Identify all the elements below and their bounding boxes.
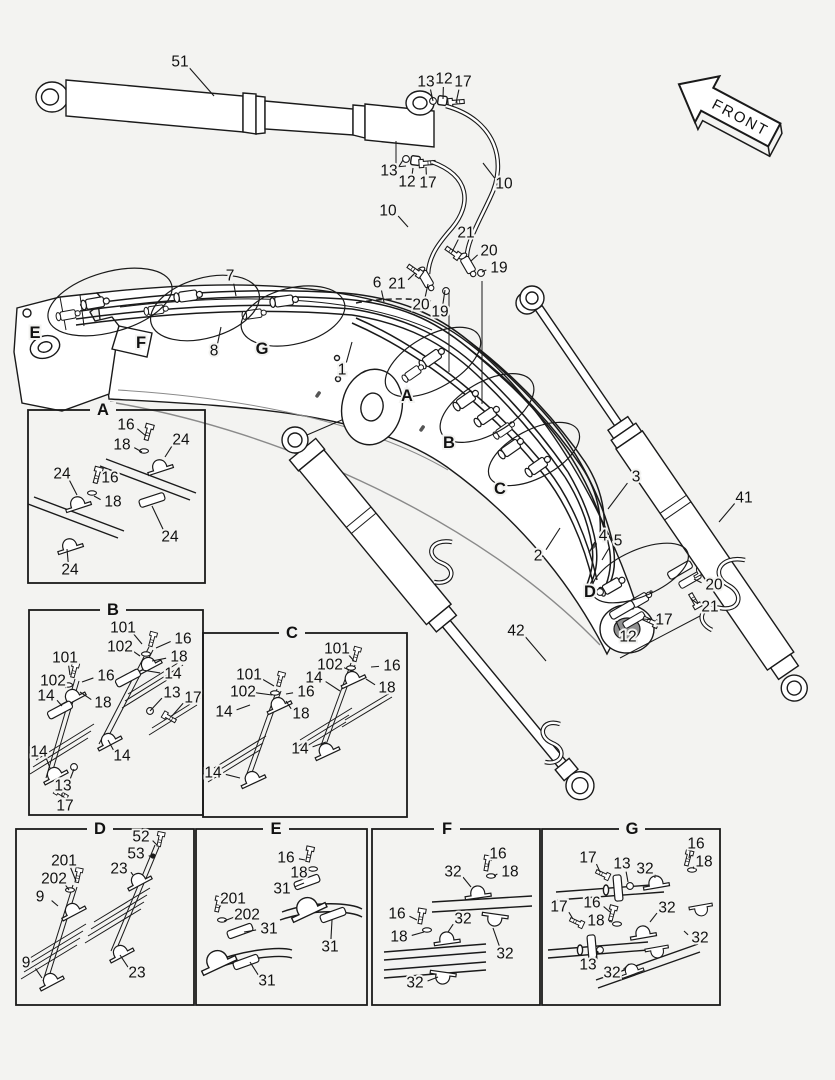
callout-18: 18	[170, 648, 188, 666]
leader-line	[398, 216, 408, 227]
callout-42: 42	[507, 622, 525, 640]
callout-32: 32	[496, 945, 514, 963]
callout-21: 21	[701, 598, 719, 616]
callout-202: 202	[234, 906, 260, 924]
callout-20: 20	[412, 296, 430, 314]
callout-20: 20	[480, 242, 498, 260]
callout-G: G	[255, 340, 269, 358]
leader-line	[70, 481, 77, 495]
leader-line	[331, 920, 332, 939]
callout-101: 101	[52, 649, 78, 667]
callout-7: 7	[225, 267, 235, 285]
callout-B: B	[443, 434, 455, 452]
callout-102: 102	[317, 656, 343, 674]
leader-line	[525, 637, 546, 661]
leader-line	[483, 163, 495, 178]
callout-16: 16	[277, 849, 295, 867]
leader-line	[299, 859, 305, 860]
leader-line	[408, 273, 415, 280]
callout-16: 16	[297, 683, 315, 701]
callout-101: 101	[110, 619, 136, 637]
leader-line	[643, 619, 651, 620]
callout-19: 19	[431, 303, 449, 321]
leader-line	[448, 924, 453, 932]
leader-line	[35, 968, 42, 978]
callout-24: 24	[172, 431, 190, 449]
callout-18: 18	[292, 705, 310, 723]
callout-10: 10	[379, 202, 397, 220]
leader-line	[131, 872, 133, 875]
callout-31: 31	[258, 972, 276, 990]
callout-16: 16	[383, 657, 401, 675]
callout-19: 19	[490, 259, 508, 277]
leader-line	[153, 841, 157, 845]
detail-box-letter-F: F	[441, 820, 453, 838]
leader-line	[150, 698, 162, 711]
detail-box-G	[542, 820, 720, 1005]
callout-16: 16	[583, 894, 601, 912]
leader-line	[137, 429, 146, 436]
callout-52: 52	[132, 828, 150, 846]
leader-line	[82, 678, 93, 682]
callout-41: 41	[735, 489, 753, 507]
callout-201: 201	[51, 852, 77, 870]
leader-line	[94, 496, 101, 500]
leader-line	[286, 693, 293, 694]
leader-line	[250, 962, 258, 975]
callout-201: 201	[220, 890, 246, 908]
callout-3: 3	[631, 468, 641, 486]
callout-32: 32	[636, 860, 654, 878]
leader-line	[120, 955, 128, 967]
front-arrow-label: FRONT	[709, 96, 772, 140]
callout-A: A	[401, 387, 413, 405]
detail-box-C	[203, 624, 407, 817]
callout-16: 16	[174, 630, 192, 648]
callout-14: 14	[305, 669, 323, 687]
callout-13: 13	[380, 162, 398, 180]
callout-17: 17	[655, 611, 673, 629]
callout-21: 21	[457, 224, 475, 242]
leader-line	[152, 506, 163, 530]
callout-8: 8	[209, 342, 219, 360]
callout-13: 13	[613, 855, 631, 873]
detail-box-letter-G: G	[625, 820, 639, 838]
callout-10: 10	[495, 175, 513, 193]
callout-17: 17	[550, 898, 568, 916]
callout-14: 14	[204, 764, 222, 782]
callout-16: 16	[97, 667, 115, 685]
leader-line	[326, 682, 340, 691]
callout-5: 5	[613, 532, 623, 550]
callout-102: 102	[230, 683, 256, 701]
callout-16: 16	[117, 416, 135, 434]
callout-18: 18	[390, 928, 408, 946]
leader-line	[132, 650, 140, 656]
leader-line	[261, 678, 274, 686]
callout-13: 13	[579, 956, 597, 974]
callout-24: 24	[61, 561, 79, 579]
callout-202: 202	[41, 870, 67, 888]
callout-20: 20	[705, 576, 723, 594]
callout-9: 9	[35, 888, 45, 906]
leader-line	[493, 928, 500, 947]
callout-32: 32	[406, 974, 424, 992]
callout-9: 9	[21, 954, 31, 972]
leader-line	[409, 916, 417, 920]
callout-4: 4	[598, 527, 608, 545]
callout-14: 14	[291, 740, 309, 758]
callout-18: 18	[378, 679, 396, 697]
callout-E: E	[29, 324, 41, 342]
callout-14: 14	[37, 687, 55, 705]
bucket-cylinder-51	[36, 80, 465, 168]
callout-14: 14	[164, 665, 182, 683]
callout-102: 102	[40, 672, 66, 690]
front-arrow	[664, 61, 791, 165]
callout-14: 14	[30, 743, 48, 761]
callout-16: 16	[687, 835, 705, 853]
detail-box-letter-D: D	[94, 820, 106, 838]
detail-box-letter-C: C	[286, 624, 298, 642]
callout-24: 24	[161, 528, 179, 546]
detail-box-frame-C	[203, 633, 407, 817]
callout-31: 31	[321, 938, 339, 956]
callout-D: D	[584, 583, 596, 601]
callout-14: 14	[113, 747, 131, 765]
callout-102: 102	[107, 638, 133, 656]
callout-32: 32	[691, 929, 709, 947]
callout-101: 101	[324, 640, 350, 658]
callout-31: 31	[260, 920, 278, 938]
leader-line	[371, 666, 379, 667]
callout-17: 17	[184, 689, 202, 707]
callout-18: 18	[104, 493, 122, 511]
callout-32: 32	[658, 899, 676, 917]
callout-6: 6	[372, 274, 382, 292]
leader-line	[165, 446, 172, 457]
callout-12: 12	[435, 70, 453, 88]
detail-box-letter-B: B	[107, 601, 119, 619]
callout-C: C	[494, 480, 506, 498]
callout-14: 14	[215, 703, 233, 721]
callout-23: 23	[128, 964, 146, 982]
callout-17: 17	[579, 849, 597, 867]
callout-18: 18	[501, 863, 519, 881]
leader-line	[693, 867, 694, 869]
detail-box-letter-E: E	[270, 820, 282, 838]
callout-17: 17	[419, 174, 437, 192]
callout-18: 18	[695, 853, 713, 871]
callout-16: 16	[489, 845, 507, 863]
leader-line	[156, 642, 171, 648]
callout-53: 53	[127, 845, 145, 863]
callout-13: 13	[54, 777, 72, 795]
detail-box-frame-D	[16, 829, 194, 1005]
leader-line	[463, 877, 471, 887]
callout-2: 2	[533, 547, 543, 565]
callout-12: 12	[619, 628, 637, 646]
callout-18: 18	[587, 912, 605, 930]
leader-line	[471, 255, 478, 261]
callout-18: 18	[94, 694, 112, 712]
leader-line	[381, 291, 384, 302]
leader-line	[226, 774, 240, 778]
leader-line	[650, 913, 657, 922]
callout-13: 13	[417, 73, 435, 91]
leader-line	[256, 693, 272, 695]
callout-18: 18	[290, 864, 308, 882]
callout-17: 17	[454, 73, 472, 91]
leader-line	[626, 872, 628, 882]
callout-23: 23	[110, 860, 128, 878]
leader-line	[412, 932, 424, 935]
leader-line	[608, 483, 627, 509]
callout-12: 12	[398, 173, 416, 191]
leader-line	[399, 160, 403, 166]
callout-17: 17	[56, 797, 74, 815]
callout-101: 101	[236, 666, 262, 684]
callout-51: 51	[171, 53, 189, 71]
leader-line	[684, 931, 688, 935]
leader-line	[52, 901, 58, 906]
callout-16: 16	[101, 469, 119, 487]
leader-line	[366, 679, 375, 685]
callout-21: 21	[388, 275, 406, 293]
leader-line	[237, 705, 250, 710]
callout-32: 32	[454, 910, 472, 928]
callout-16: 16	[388, 905, 406, 923]
callout-32: 32	[603, 964, 621, 982]
callout-13: 13	[163, 684, 181, 702]
detail-box-letter-A: A	[97, 401, 109, 419]
detail-box-A	[28, 401, 205, 583]
leader-line	[719, 504, 735, 522]
callout-F: F	[135, 334, 147, 352]
callout-24: 24	[53, 465, 71, 483]
callout-18: 18	[113, 436, 131, 454]
callout-31: 31	[273, 880, 291, 898]
leader-line	[609, 921, 612, 922]
detail-box-D	[16, 820, 194, 1005]
leader-line	[69, 666, 70, 675]
callout-32: 32	[444, 863, 462, 881]
callout-1: 1	[337, 361, 347, 379]
